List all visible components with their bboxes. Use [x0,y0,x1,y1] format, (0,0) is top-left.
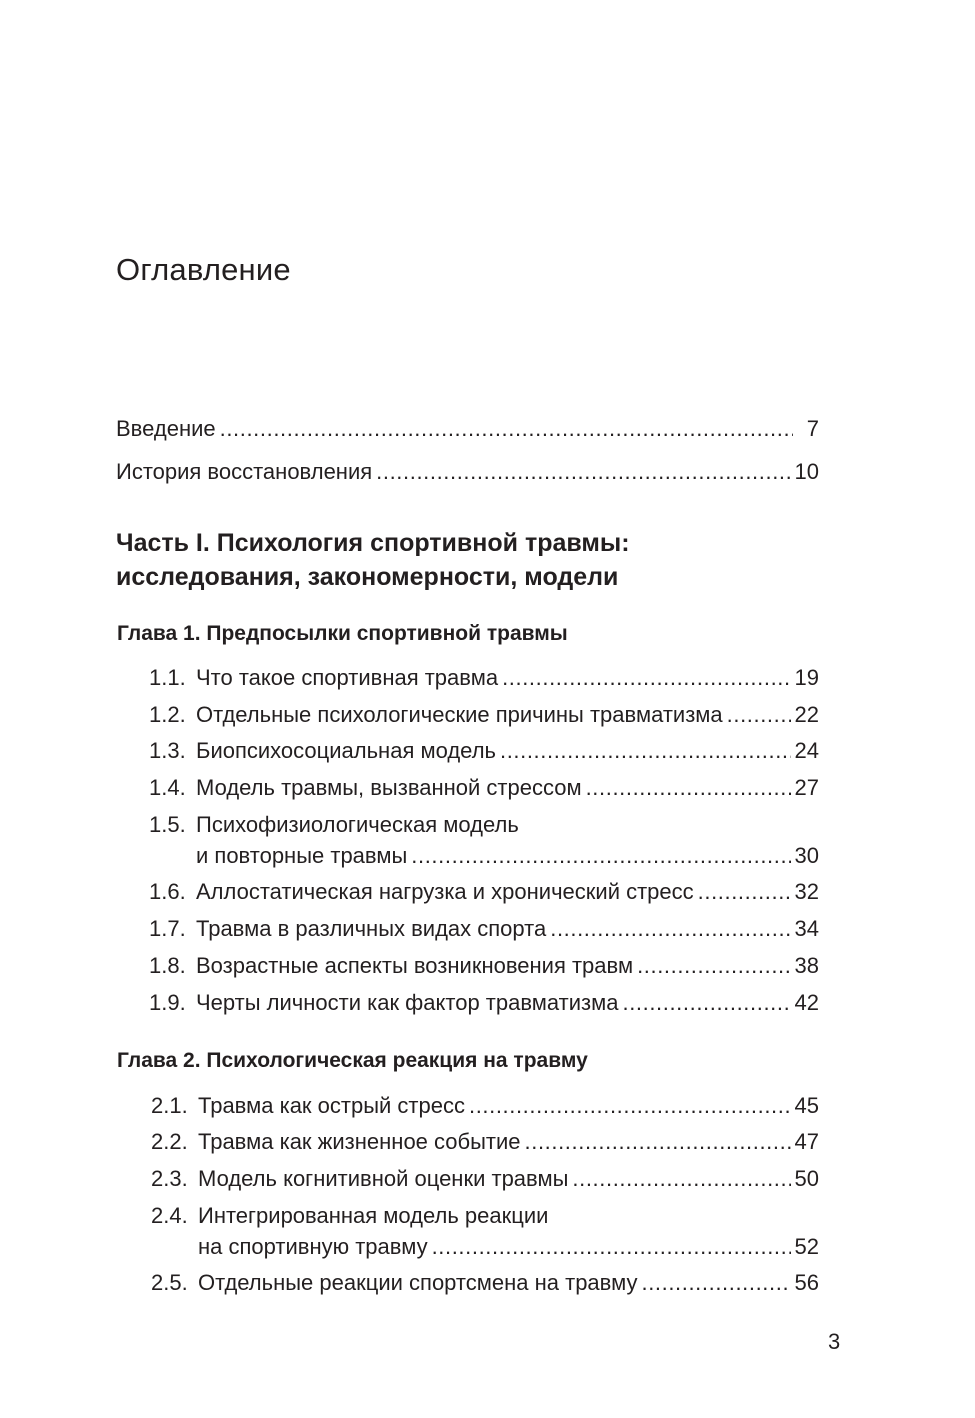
section-page: 24 [794,738,819,763]
section-page: 30 [794,843,819,868]
dot-leader [586,774,791,802]
section-number: 1.4. [149,775,186,800]
section-page: 27 [794,775,819,800]
dot-leader [637,952,790,980]
section-label: Что такое спортивная травма [196,665,499,690]
toc-section-2-3[interactable] [151,1165,819,1193]
section-label: Отдельные реакции спортсмена на травму [198,1270,638,1295]
toc-section-1-7[interactable] [149,915,819,943]
dot-leader [220,415,793,443]
toc-entry-introduction[interactable] [116,415,819,443]
toc-section-1-5-line1[interactable] [149,811,519,839]
page-number: 3 [828,1329,841,1354]
toc-section-2-5[interactable] [151,1269,819,1297]
section-number: 1.2. [149,702,186,727]
toc-entry-page: 10 [794,459,819,484]
section-label: Травма как жизненное событие [198,1129,521,1154]
section-page: 52 [794,1234,819,1259]
section-label: Биопсихосоциальная модель [196,738,496,763]
section-number: 2.1. [151,1093,188,1118]
section-number: 1.7. [149,916,186,941]
toc-section-1-9[interactable] [149,989,819,1017]
section-label-continued: и повторные травмы [196,843,408,868]
section-label: Интегрированная модель реакции [198,1203,549,1228]
section-number: 2.4. [151,1203,188,1228]
dot-leader [641,1269,790,1297]
chapter-heading-2[interactable]: Глава 2. Психологическая реакция на травму [117,1049,588,1072]
toc-section-1-6[interactable] [149,878,819,906]
toc-section-2-4-line1[interactable] [151,1202,548,1230]
dot-leader [622,989,790,1017]
page-title: Оглавление [116,252,291,287]
dot-leader [572,1165,790,1193]
toc-section-2-1[interactable] [151,1092,819,1120]
section-page: 56 [794,1270,819,1295]
dot-leader [411,842,790,870]
section-page: 38 [794,953,819,978]
dot-leader [550,915,790,943]
dot-leader [376,458,790,486]
toc-entry-page: 7 [806,416,819,441]
toc-section-1-5-line2[interactable] [196,842,819,870]
section-page: 34 [794,916,819,941]
section-page: 42 [794,990,819,1015]
toc-section-1-8[interactable] [149,952,819,980]
section-label: Отдельные психологические причины травматизма [196,702,723,727]
dot-leader [727,701,791,729]
section-label-continued: на спортивную травму [198,1234,428,1259]
toc-section-1-1[interactable] [149,664,819,692]
section-number: 1.8. [149,953,186,978]
section-label: Аллостатическая нагрузка и хронический стресс [196,879,694,904]
section-label: Модель когнитивной оценки травмы [198,1166,569,1191]
section-number: 1.1. [149,665,186,690]
dot-leader [500,737,791,765]
section-number: 2.3. [151,1166,188,1191]
toc-entry-label: Введение [116,416,216,441]
section-label: Черты личности как фактор травматизма [196,990,619,1015]
section-label: Травма в различных видах спорта [196,916,547,941]
dot-leader [698,878,791,906]
section-label: Модель травмы, вызванной стрессом [196,775,582,800]
dot-leader [469,1092,791,1120]
section-label: Психофизиологическая модель [196,812,519,837]
toc-section-1-2[interactable] [149,701,819,729]
toc-section-2-4-line2[interactable] [198,1233,819,1261]
part-heading-line1: Часть I. Психология спортивной травмы: [116,529,630,557]
toc-section-2-2[interactable] [151,1128,819,1156]
section-number: 1.3. [149,738,186,763]
section-page: 45 [794,1093,819,1118]
dot-leader [432,1233,791,1261]
toc-section-1-4[interactable] [149,774,819,802]
section-label: Травма как острый стресс [198,1093,465,1118]
section-number: 1.5. [149,812,186,837]
section-page: 19 [794,665,819,690]
dot-leader [525,1128,791,1156]
section-page: 47 [794,1129,819,1154]
dot-leader [502,664,790,692]
part-heading [116,526,630,594]
section-label: Возрастные аспекты возникновения травм [196,953,634,978]
toc-section-1-3[interactable] [149,737,819,765]
toc-entry-label: История восстановления [116,459,373,484]
part-heading-line2: исследования, закономерности, модели [116,563,619,591]
section-number: 2.5. [151,1270,188,1295]
section-page: 32 [794,879,819,904]
section-number: 2.2. [151,1129,188,1154]
toc-entry-recovery-history[interactable] [116,458,819,486]
section-number: 1.6. [149,879,186,904]
chapter-heading-1[interactable]: Глава 1. Предпосылки спортивной травмы [117,622,568,645]
section-number: 1.9. [149,990,186,1015]
section-page: 22 [794,702,819,727]
section-page: 50 [794,1166,819,1191]
